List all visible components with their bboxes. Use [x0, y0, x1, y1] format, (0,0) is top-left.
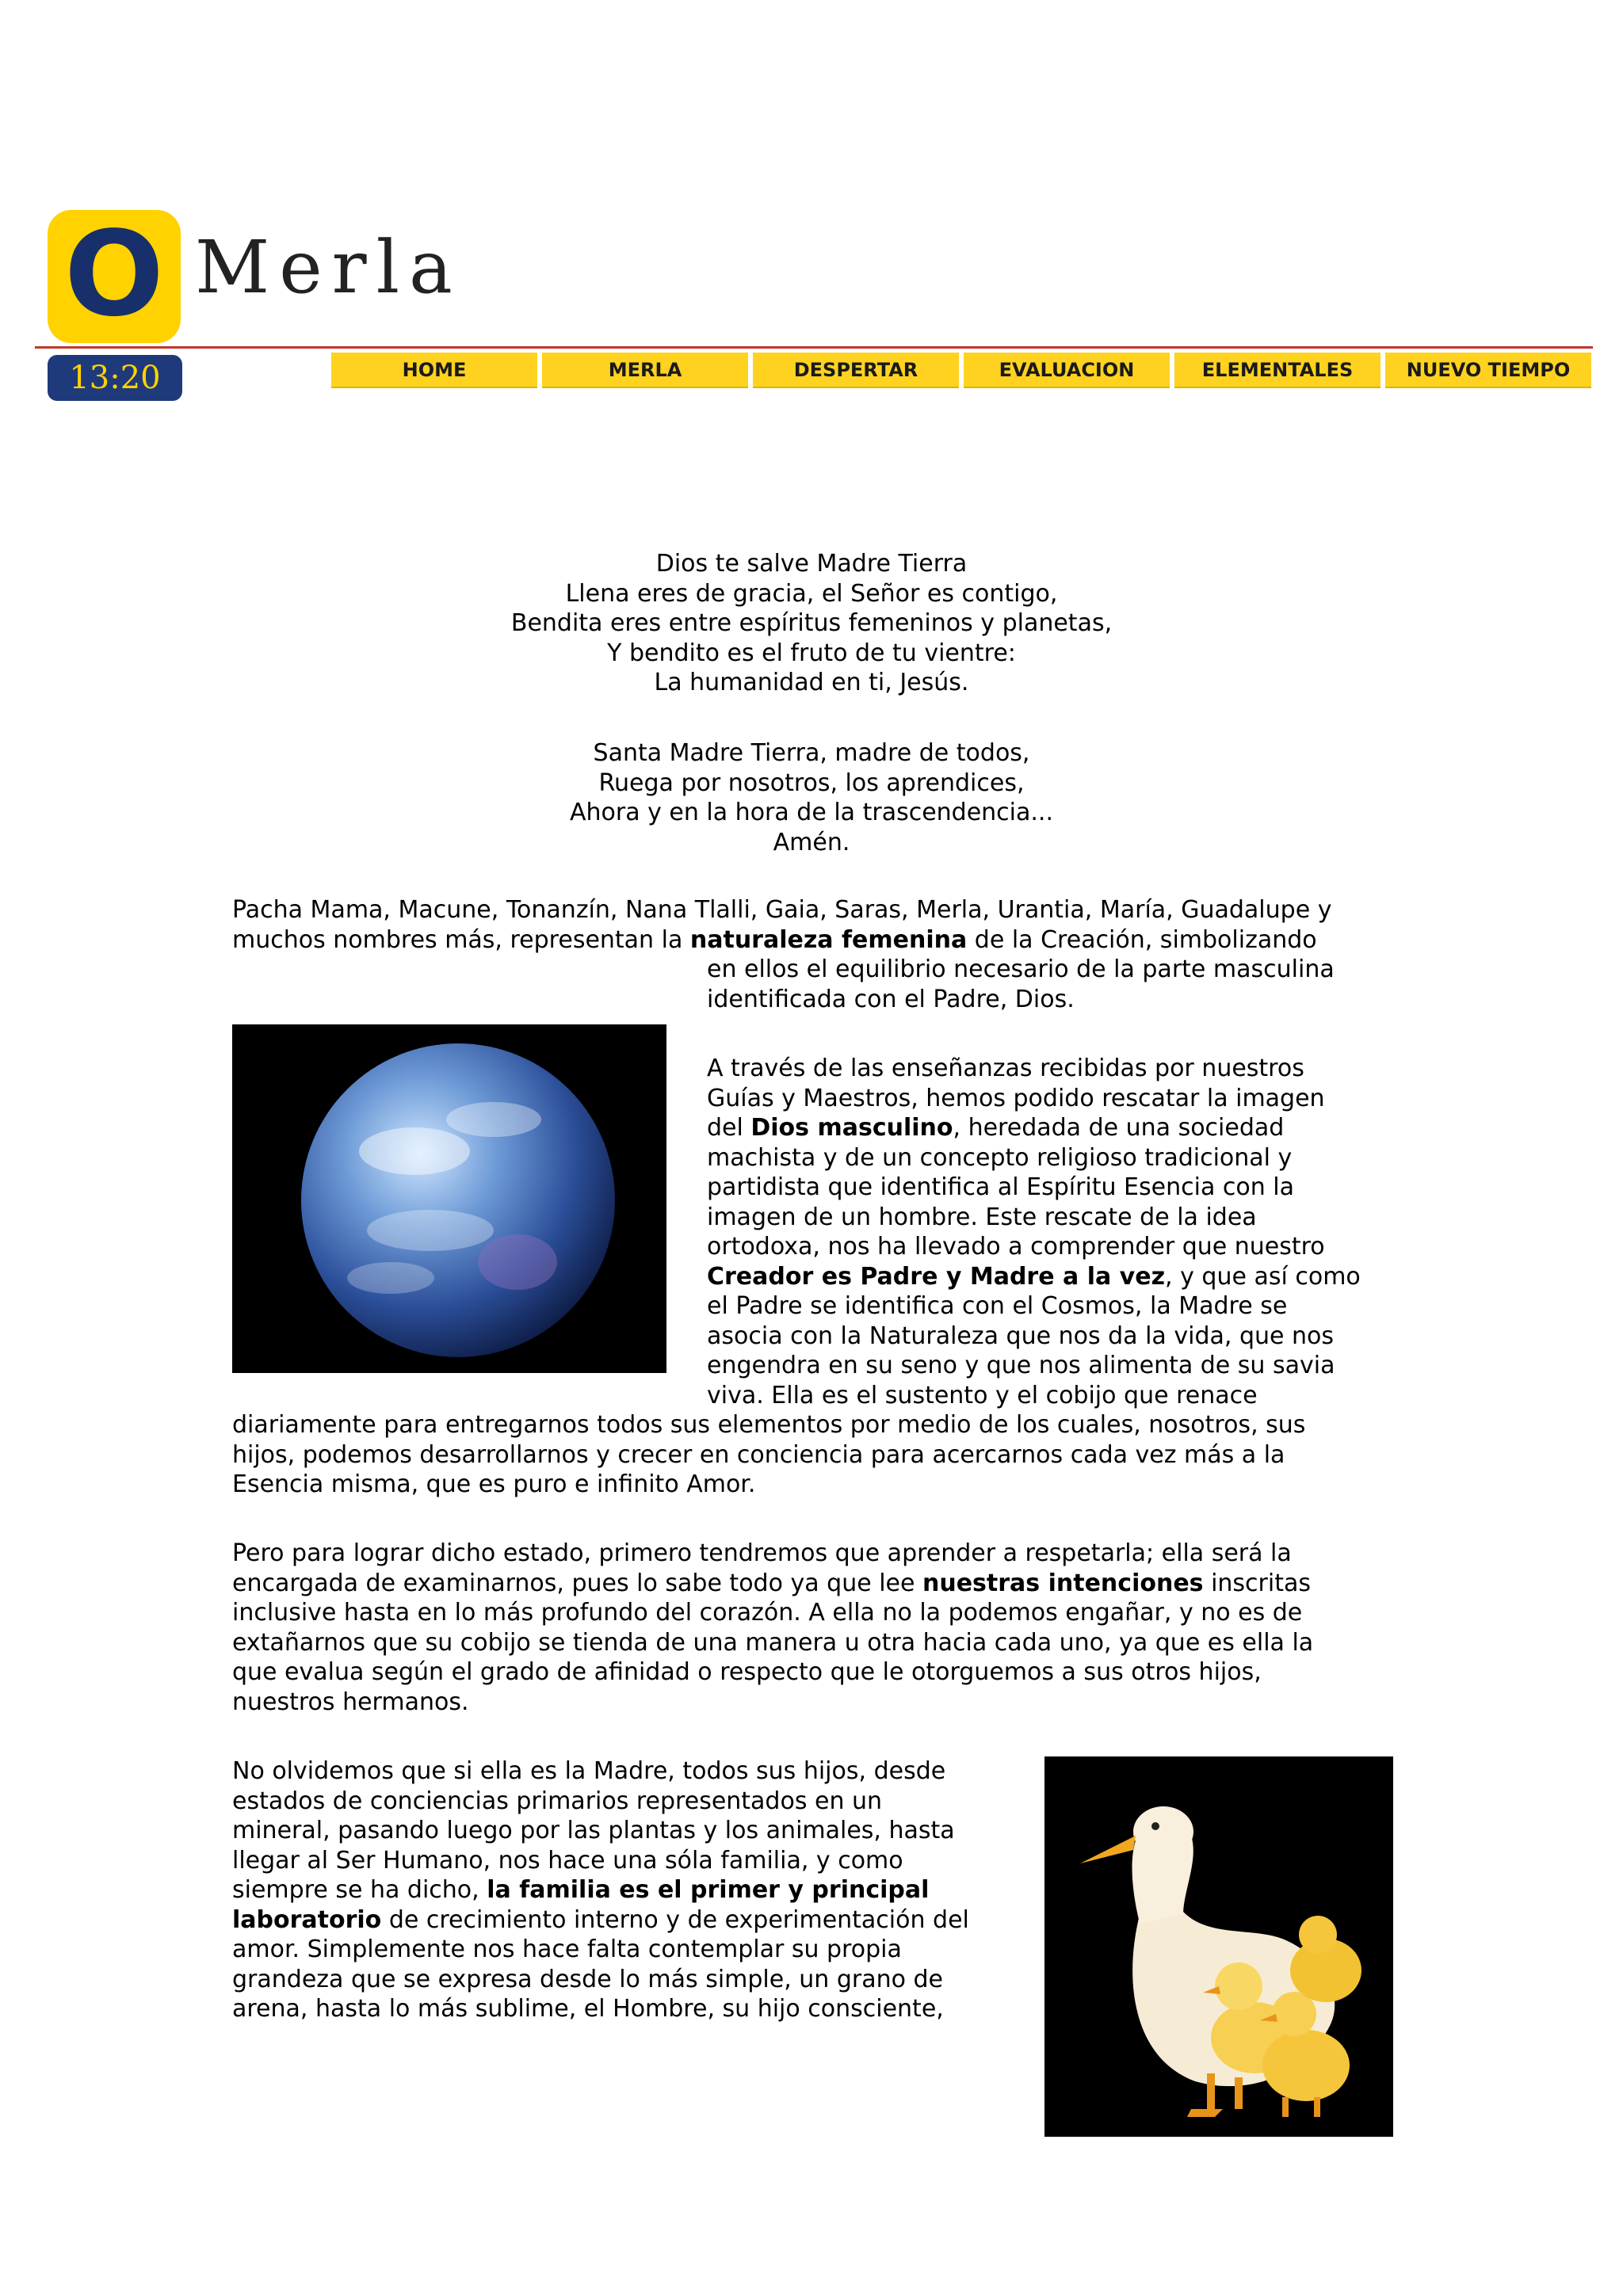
prayer-line: Y bendito es el fruto de tu vientre:	[607, 639, 1016, 667]
time-badge: 13:20	[48, 355, 182, 401]
paragraph-2-cont: diariamente para entregarnos todos sus elementos por medio de los cuales, nosotros, sus hijos, podemos desarrollarnos y crecer en conciencia para acercarnos cada vez más a la Esencia misma, que es puro e infinito Amor.	[232, 1411, 1306, 1498]
prayer-stanza-1	[0, 549, 1623, 698]
logo-name: Merla	[195, 225, 462, 310]
logo-badge	[48, 206, 181, 343]
nav-elementales[interactable]: ELEMENTALES	[1174, 353, 1381, 388]
prayer-line: Llena eres de gracia, el Señor es contigo,	[565, 579, 1058, 608]
prayer-line: Ruega por nosotros, los aprendices,	[598, 769, 1025, 797]
duck-image	[1044, 1756, 1393, 2137]
main-nav	[331, 353, 1591, 388]
prayer-line: Amén.	[773, 828, 850, 856]
header-divider	[35, 346, 1593, 349]
paragraph-2: A través de las enseñanzas recibidas por nuestros Guías y Maestros, hemos podido rescatar la imagen del Dios masculino, heredada de una sociedad machista y de un concepto religioso tradicional y partidista que identifica al Espíritu Esencia con la imagen de un hombre. Este rescate de la idea ortodoxa, nos ha llevado a comprender que nuestro Creador es Padre y Madre a la vez, y que así como el Padre se identifica con el Cosmos, la Madre se asocia con la Naturaleza que nos da la vida, que nos engendra en su seno y que nos alimenta de su savia viva. Ella es el sustento y el cobijo que renace	[707, 1055, 1361, 1409]
prayer-stanza-2	[0, 738, 1623, 857]
prayer-line: Santa Madre Tierra, madre de todos,	[593, 739, 1030, 767]
prayer-line: Bendita eres entre espíritus femeninos y planetas,	[510, 609, 1113, 637]
paragraph-3: Pero para lograr dicho estado, primero tendremos que aprender a respetarla; ella será la encargada de examinarnos, pues lo sabe todo ya que lee nuestras intenciones inscritas inclusive hasta en lo más profundo del corazón. A ella no la podemos engañar, y no es de extañarnos que su cobijo se tienda de una manera u otra hacia cada uno, ya que es ella la que evalua según el grado de afinidad o respecto que le otorguemos a sus otros hijos, nuestros hermanos.	[232, 1539, 1314, 1716]
nav-nuevo-tiempo[interactable]: NUEVO TIEMPO	[1385, 353, 1591, 388]
logo-mark: O	[64, 206, 164, 342]
prayer-line: Dios te salve Madre Tierra	[655, 550, 968, 578]
nav-despertar[interactable]: DESPERTAR	[753, 353, 959, 388]
paragraph-1: Pacha Mama, Macune, Tonanzín, Nana Tlalli, Gaia, Saras, Merla, Urantia, María, Guadalupe y muchos nombres más, representan la naturaleza femenina de la Creación, simbolizando	[232, 896, 1332, 954]
earth-image	[232, 1024, 666, 1373]
prayer-line: Ahora y en la hora de la trascendencia...	[569, 799, 1054, 826]
nav-home[interactable]: HOME	[331, 353, 537, 388]
paragraph-1-cont: en ellos el equilibrio necesario de la parte masculina identificada con el Padre, Dios.	[707, 955, 1335, 1013]
nav-evaluacion[interactable]: EVALUACION	[964, 353, 1170, 388]
paragraph-4: No olvidemos que si ella es la Madre, todos sus hijos, desde estados de conciencias primarios representados en un mineral, pasando luego por las plantas y los animales, hasta llegar al Ser Humano, nos hace una sóla familia, y como siempre se ha dicho, la familia es el primer y principal laboratorio de crecimiento interno y de experimentación del amor. Simplemente nos hace falta contemplar su propia grandeza que se expresa desde lo más simple, un grano de arena, hasta lo más sublime, el Hombre, su hijo consciente,	[232, 1757, 969, 2023]
prayer-line: La humanidad en ti, Jesús.	[654, 669, 969, 696]
nav-merla[interactable]: MERLA	[542, 353, 748, 388]
